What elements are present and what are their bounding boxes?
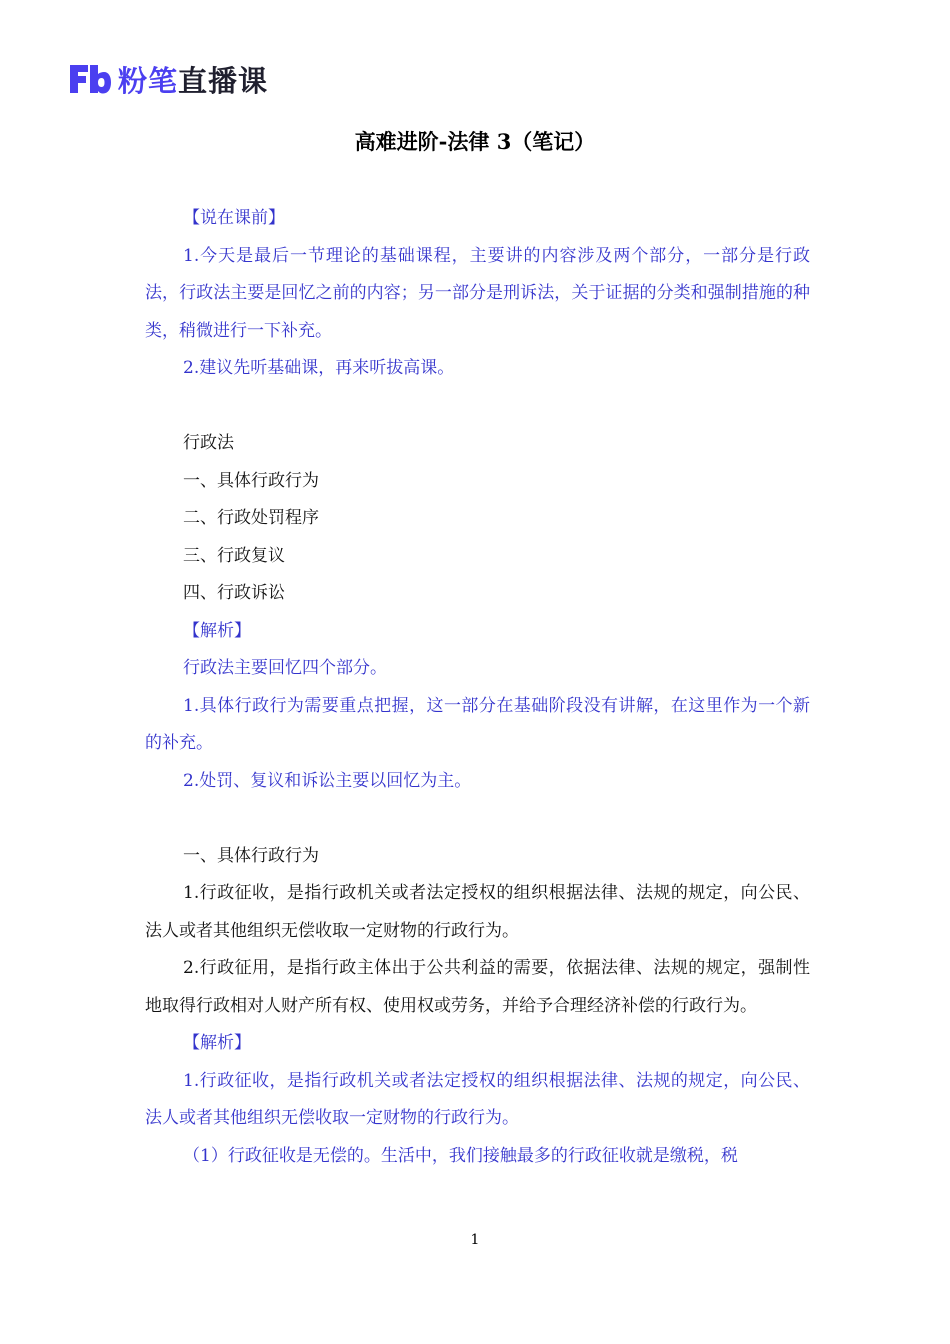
analysis-label: 【解析】 <box>183 620 251 641</box>
analysis-paragraph: 行政法主要回忆四个部分。 <box>183 658 387 678</box>
outline-heading: 行政法 <box>183 433 234 453</box>
outline-item: 二、行政处罚程序 <box>183 508 319 528</box>
document-body <box>145 200 810 1175</box>
brand-name <box>118 59 268 100</box>
section-paragraph: 2.行政征用，是指行政主体出于公共利益的需要，依据法律、法规的规定，强制性地取得行政相对人财产所有权、使用权或劳务，并给予合理经济补偿的行政行为。 <box>145 958 810 1016</box>
intro-paragraph-2: 2.建议先听基础课，再来听拔高课。 <box>183 358 455 378</box>
analysis-paragraph: 2.处罚、复议和诉讼主要以回忆为主。 <box>183 770 472 791</box>
analysis-paragraph: （1）行政征收是无偿的。生活中，我们接触最多的行政征收就是缴税，税 <box>183 1145 738 1166</box>
section-heading: 一、具体行政行为 <box>183 845 319 866</box>
document-title: 高难进阶-法律 3（笔记） <box>354 129 596 154</box>
analysis-paragraph: 1.行政征收，是指行政机关或者法定授权的组织根据法律、法规的规定，向公民、法人或者其他组织无偿收取一定财物的行政行为。 <box>145 1070 810 1128</box>
outline-item: 四、行政诉讼 <box>183 583 285 603</box>
section-paragraph: 1.行政征收，是指行政机关或者法定授权的组织根据法律、法规的规定，向公民、法人或者其他组织无偿收取一定财物的行政行为。 <box>145 883 810 941</box>
brand-primary: 粉笔 <box>118 63 179 98</box>
brand-secondary: 直播课 <box>178 63 269 98</box>
intro-paragraph-1: 1.今天是最后一节理论的基础课程，主要讲的内容涉及两个部分，一部分是行政法，行政法主要是回忆之前的内容；另一部分是刑诉法，关于证据的分类和强制措施的种类，稍微进行一下补充。 <box>145 245 810 341</box>
analysis-label: 【解析】 <box>183 1033 251 1053</box>
outline-item: 一、具体行政行为 <box>183 470 319 491</box>
brand-logo <box>68 60 268 98</box>
spacer <box>145 388 810 426</box>
fb-logo-icon <box>68 61 112 97</box>
page-number: 1 <box>470 1232 480 1248</box>
analysis-paragraph: 1.具体行政行为需要重点把握，这一部分在基础阶段没有讲解，在这里作为一个新的补充。 <box>145 695 810 753</box>
intro-label: 【说在课前】 <box>183 208 285 228</box>
spacer <box>145 800 810 838</box>
outline-item: 三、行政复议 <box>183 545 285 566</box>
